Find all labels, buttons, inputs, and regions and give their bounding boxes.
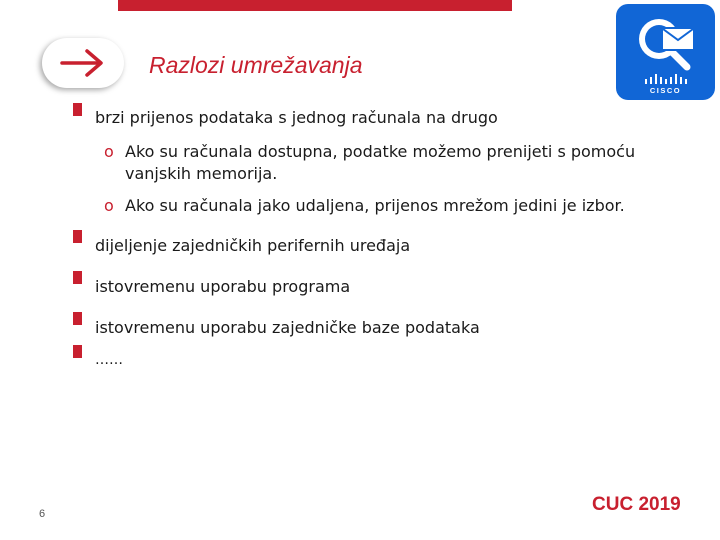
list-item: brzi prijenos podataka s jednog računala na drugo [95,108,498,127]
sub-list-item [125,141,635,185]
sub-list-item-line: vanjskih memorija. [125,164,278,183]
header-accent-bar [118,0,512,11]
bullet-marker [73,230,82,243]
page-number: 6 [39,508,46,520]
page-title: Razlozi umrežavanja [149,52,363,78]
cisco-packet-tracer-icon [632,10,700,72]
bullet-marker [73,312,82,325]
list-item: istovremenu uporabu programa [95,277,351,296]
nav-arrow-button[interactable] [42,38,124,88]
list-item: istovremenu uporabu zajedničke baze podataka [95,318,480,337]
list-item: …… [95,352,123,368]
cisco-wordmark: CISCO [649,86,682,95]
sub-list-item-line: Ako su računala jako udaljena, prijenos mrežom jedini je izbor. [125,196,625,215]
list-item: dijeljenje zajedničkih perifernih uređaja [95,236,411,255]
sub-list-item [125,195,625,217]
sub-list-item-line: Ako su računala dostupna, podatke možemo prenijeti s pomoću [125,142,636,161]
footer-brand: CUC 2019 [592,494,681,515]
cisco-bars-icon [644,74,688,84]
sub-bullet-marker: o [104,142,114,161]
arrow-right-icon [60,48,106,78]
bullet-marker [73,271,82,284]
bullet-marker [73,345,82,358]
bullet-marker [73,103,82,116]
sub-bullet-marker: o [104,196,114,215]
cisco-packet-tracer-logo [616,4,715,100]
